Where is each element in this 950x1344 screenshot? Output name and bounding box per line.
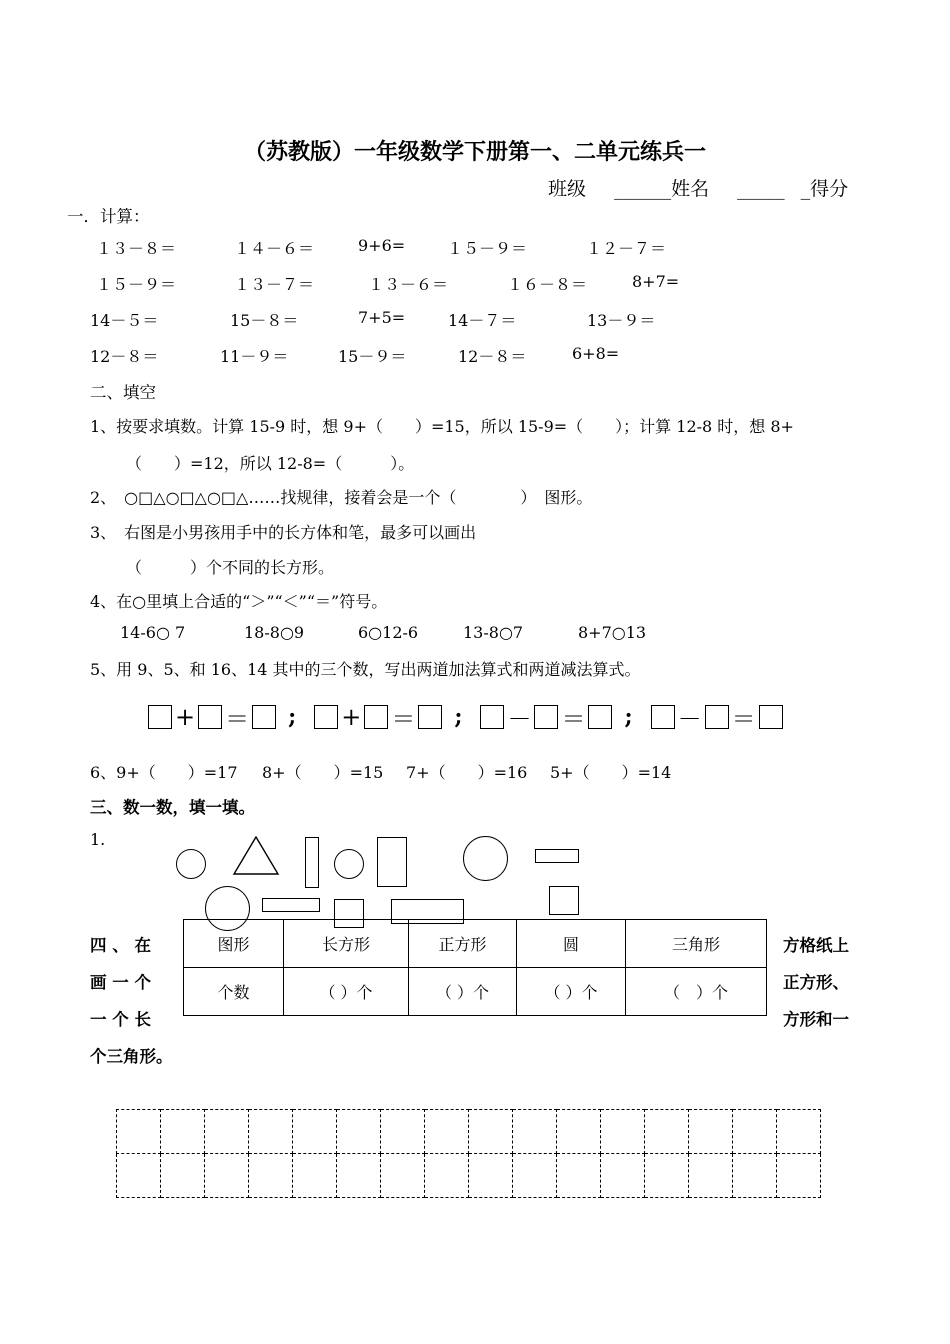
calc-item: 11－９＝ xyxy=(220,347,289,366)
section-draw-left-1: 四 、 在 xyxy=(90,936,151,955)
section-draw-last: 个三角形。 xyxy=(90,1047,173,1066)
fill-q5: 5、用 9、5、和 16、14 其中的三个数，写出两道加法算式和两道减法算式。 xyxy=(90,660,641,679)
section-calc-title: 一．计算： xyxy=(67,207,150,226)
table-header-cell: 长方形 xyxy=(284,920,409,968)
fill-q6-item: 6、9+（ ）=17 xyxy=(90,763,238,782)
class-label: 班级 xyxy=(548,178,587,200)
grid-cell[interactable] xyxy=(557,1154,601,1198)
answer-box[interactable] xyxy=(314,705,338,729)
compare-item: 6○12-6 xyxy=(358,623,419,642)
calc-item: １４－６＝ xyxy=(234,239,315,258)
fill-q4: 4、在○里填上合适的“＞”“＜”“＝”符号。 xyxy=(90,592,388,611)
grid-cell[interactable] xyxy=(733,1110,777,1154)
calc-item: 8+7= xyxy=(632,272,680,291)
grid-paper[interactable] xyxy=(116,1109,821,1198)
calc-item: １５－９＝ xyxy=(96,275,177,294)
plus-sign: + xyxy=(175,702,196,731)
grid-cell[interactable] xyxy=(469,1154,513,1198)
section-draw-right-1: 方格纸上 xyxy=(783,936,849,955)
grid-cell[interactable] xyxy=(293,1154,337,1198)
calc-item: １３－６＝ xyxy=(368,275,449,294)
grid-cell[interactable] xyxy=(645,1154,689,1198)
separator: ; xyxy=(454,703,463,730)
equation-row xyxy=(148,699,783,734)
grid-cell[interactable] xyxy=(733,1154,777,1198)
answer-box[interactable] xyxy=(364,705,388,729)
grid-cell[interactable] xyxy=(601,1110,645,1154)
answer-box[interactable] xyxy=(148,705,172,729)
section-draw-right-3: 方形和一 xyxy=(783,1010,849,1029)
grid-cell[interactable] xyxy=(205,1110,249,1154)
table-cell: 个数 xyxy=(184,968,284,1016)
answer-box[interactable] xyxy=(480,705,504,729)
section-count-title: 三、数一数，填一填。 xyxy=(90,798,255,817)
calc-item: 9+6= xyxy=(358,236,406,255)
minus-sign: － xyxy=(507,705,532,733)
fill-q6-item: 5+（ ）=14 xyxy=(550,763,672,782)
equals-sign: ＝ xyxy=(561,705,586,733)
square-shape xyxy=(549,886,579,915)
fill-q6-item: 7+（ ）=16 xyxy=(406,763,528,782)
compare-item: 18-8○9 xyxy=(244,623,305,642)
grid-cell[interactable] xyxy=(337,1110,381,1154)
answer-box[interactable] xyxy=(651,705,675,729)
answer-box[interactable] xyxy=(705,705,729,729)
fill-q3-line2: （ ）个不同的长方形。 xyxy=(126,558,335,577)
fill-q2: 2、 ○□△○□△○□△……找规律，接着会是一个（ ） 图形。 xyxy=(90,488,593,507)
calc-item: 13－９＝ xyxy=(587,311,656,330)
rectangle-shape xyxy=(377,837,407,887)
rectangle-shape xyxy=(305,837,319,888)
calc-item: １３－７＝ xyxy=(234,275,315,294)
grid-cell[interactable] xyxy=(645,1110,689,1154)
calc-item: １３－８＝ xyxy=(96,239,177,258)
answer-box[interactable] xyxy=(198,705,222,729)
count-question-number: 1. xyxy=(90,830,106,849)
grid-cell[interactable] xyxy=(381,1154,425,1198)
grid-cell[interactable] xyxy=(513,1110,557,1154)
grid-cell[interactable] xyxy=(337,1154,381,1198)
grid-cell[interactable] xyxy=(469,1110,513,1154)
equals-sign: ＝ xyxy=(731,705,756,733)
grid-cell[interactable] xyxy=(249,1110,293,1154)
answer-box[interactable] xyxy=(252,705,276,729)
calc-item: １２－７＝ xyxy=(586,239,667,258)
grid-cell[interactable] xyxy=(249,1154,293,1198)
separator: ; xyxy=(288,703,297,730)
calc-item: 12－８＝ xyxy=(90,347,159,366)
calc-item: 15－９＝ xyxy=(338,347,407,366)
separator: ; xyxy=(624,703,633,730)
answer-box[interactable] xyxy=(759,705,783,729)
fill-q1-line1: 1、按要求填数。计算 15-9 时，想 9+（ ）=15，所以 15-9=（ ）；计算 12-8 时，想 8+ xyxy=(90,417,794,436)
grid-cell[interactable] xyxy=(689,1154,733,1198)
plus-sign: + xyxy=(341,702,362,731)
triangle-shape xyxy=(232,836,280,876)
grid-cell[interactable] xyxy=(161,1154,205,1198)
score-blank[interactable]: _ xyxy=(800,178,811,200)
fill-q6-item: 8+（ ）=15 xyxy=(262,763,384,782)
page-title: （苏教版）一年级数学下册第一、二单元练兵一 xyxy=(243,139,706,165)
calc-item: 15－８＝ xyxy=(230,311,299,330)
table-header-cell: 正方形 xyxy=(409,920,517,968)
count-table xyxy=(183,919,767,1016)
grid-cell[interactable] xyxy=(381,1110,425,1154)
grid-cell[interactable] xyxy=(777,1154,821,1198)
section-draw-left-2: 画 一 个 xyxy=(90,973,151,992)
fill-q3-line1: 3、 右图是小男孩用手中的长方体和笔，最多可以画出 xyxy=(90,523,477,542)
equals-sign: ＝ xyxy=(225,705,250,733)
table-header-cell: 图形 xyxy=(184,920,284,968)
section-fill-title: 二、填空 xyxy=(90,383,156,402)
score-label: 得分 xyxy=(810,178,849,200)
name-blank[interactable]: _____ xyxy=(737,178,785,200)
equals-sign: ＝ xyxy=(391,705,416,733)
calc-item: １６－８＝ xyxy=(507,275,588,294)
table-header-cell: 圆 xyxy=(517,920,626,968)
calc-item: 12－８＝ xyxy=(458,347,527,366)
grid-cell[interactable] xyxy=(425,1110,469,1154)
section-draw-left-3: 一 个 长 xyxy=(90,1010,151,1029)
table-cell-answer[interactable]: （ ）个 xyxy=(517,968,626,1016)
circle-shape xyxy=(334,849,364,879)
fill-q1-line2: （ ）=12，所以 12-8=（ ）。 xyxy=(126,454,415,473)
grid-cell[interactable] xyxy=(513,1154,557,1198)
calc-item: 14－７＝ xyxy=(448,311,517,330)
table-cell-answer[interactable]: （ ）个 xyxy=(284,968,409,1016)
table-header-row xyxy=(184,920,767,968)
class-blank[interactable]: ______ xyxy=(614,178,672,200)
calc-item: 7+5= xyxy=(358,308,406,327)
grid-cell[interactable] xyxy=(293,1110,337,1154)
grid-cell[interactable] xyxy=(557,1110,601,1154)
rectangle-shape xyxy=(262,898,320,912)
calc-item: １５－９＝ xyxy=(447,239,528,258)
section-draw-right-2: 正方形、 xyxy=(783,973,849,992)
grid-cell[interactable] xyxy=(205,1154,249,1198)
table-row xyxy=(184,968,767,1016)
table-cell-answer[interactable]: （ ）个 xyxy=(626,968,767,1016)
circle-shape xyxy=(176,849,206,879)
answer-box[interactable] xyxy=(588,705,612,729)
header-info xyxy=(548,174,848,201)
compare-item: 14-6○ 7 xyxy=(120,623,186,642)
compare-item: 8+7○13 xyxy=(578,623,647,642)
grid-cell[interactable] xyxy=(425,1154,469,1198)
table-cell-answer[interactable]: （ ）个 xyxy=(409,968,517,1016)
grid-cell[interactable] xyxy=(601,1154,645,1198)
answer-box[interactable] xyxy=(418,705,442,729)
grid-cell[interactable] xyxy=(689,1110,733,1154)
grid-cell[interactable] xyxy=(117,1154,161,1198)
calc-item: 6+8= xyxy=(572,344,620,363)
grid-cell[interactable] xyxy=(117,1110,161,1154)
circle-shape xyxy=(463,836,508,881)
rectangle-shape xyxy=(535,849,579,863)
table-header-cell: 三角形 xyxy=(626,920,767,968)
calc-item: 14－５＝ xyxy=(90,311,159,330)
compare-item: 13-8○7 xyxy=(463,623,524,642)
grid-cell[interactable] xyxy=(777,1110,821,1154)
answer-box[interactable] xyxy=(534,705,558,729)
name-label: 姓名 xyxy=(671,178,710,200)
minus-sign: － xyxy=(677,705,702,733)
grid-cell[interactable] xyxy=(161,1110,205,1154)
